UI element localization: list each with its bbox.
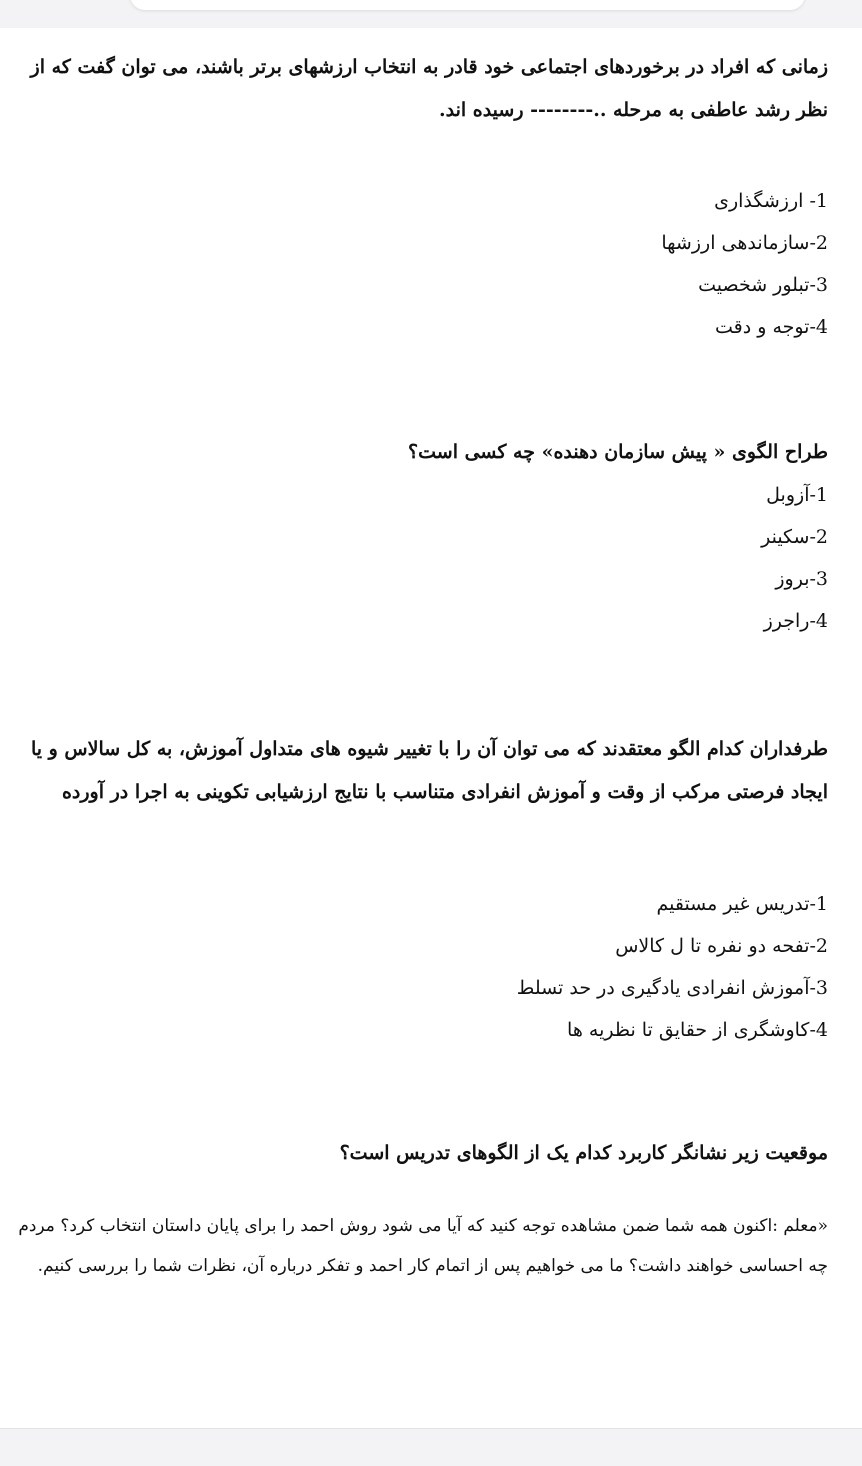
address-bar[interactable]	[130, 0, 805, 10]
document-content	[12, 28, 828, 1423]
question-3: طرفداران کدام الگو معتقدند که می توان آن را با تغییر شیوه های متداول آموزش، به کل سالاس و یا ایجاد فرصتی مرکب از وقت و آموزش انفرادی متناسب با نتایج ارزشیابی تکوینی به اجرا در آورده	[30, 738, 828, 803]
option-1-1: 1- ارزشگذاری	[714, 190, 828, 212]
option-3-2: 2-تفحه دو نفره تا ل کالاس	[615, 935, 828, 957]
question-2: طراح الگوی « پیش سازمان دهنده» چه کسی است؟	[408, 441, 828, 463]
option-3-1: 1-تدریس غیر مستقیم	[656, 893, 828, 915]
option-3-3: 3-آموزش انفرادی یادگیری در حد تسلط	[516, 977, 828, 999]
question-1-options	[661, 180, 828, 348]
option-2-4: 4-راجرز	[763, 610, 828, 632]
question-3-options	[517, 883, 828, 1051]
option-2-2: 2-سکینر	[761, 526, 828, 548]
top-browser-bar	[0, 0, 862, 28]
option-2-1: 1-آزوبل	[766, 484, 828, 506]
option-2-3: 3-بروز	[775, 568, 828, 590]
question-4-passage: «معلم :اکنون همه شما ضمن مشاهده توجه کنید که آیا می شود روش احمد را برای پایان داستان انتخاب کرد؟ مردم چه احساسی خواهند داشت؟ ما می خواهیم پس از اتمام کار احمد و تفکر درباره آن، نظرات شما را بررسی کنیم.	[18, 1216, 828, 1276]
option-1-3: 3-تبلور شخصیت	[698, 274, 828, 296]
bottom-bar	[0, 1428, 862, 1466]
question-1: زمانی که افراد در برخوردهای اجتماعی خود قادر به انتخاب ارزشهای برتر باشند، می توان گفت که از نظر رشد عاطفی به مرحله ..-------- رسیده اند.	[30, 56, 828, 121]
option-1-2: 2-سازماندهی ارزشها	[661, 232, 828, 254]
option-3-4: 4-کاوشگری از حقایق تا نظریه ها	[567, 1019, 828, 1041]
option-1-4: 4-توجه و دقت	[714, 316, 828, 338]
question-2-options	[761, 474, 828, 642]
question-4: موقعیت زیر نشانگر کاربرد کدام یک از الگوهای تدریس است؟	[339, 1142, 828, 1164]
